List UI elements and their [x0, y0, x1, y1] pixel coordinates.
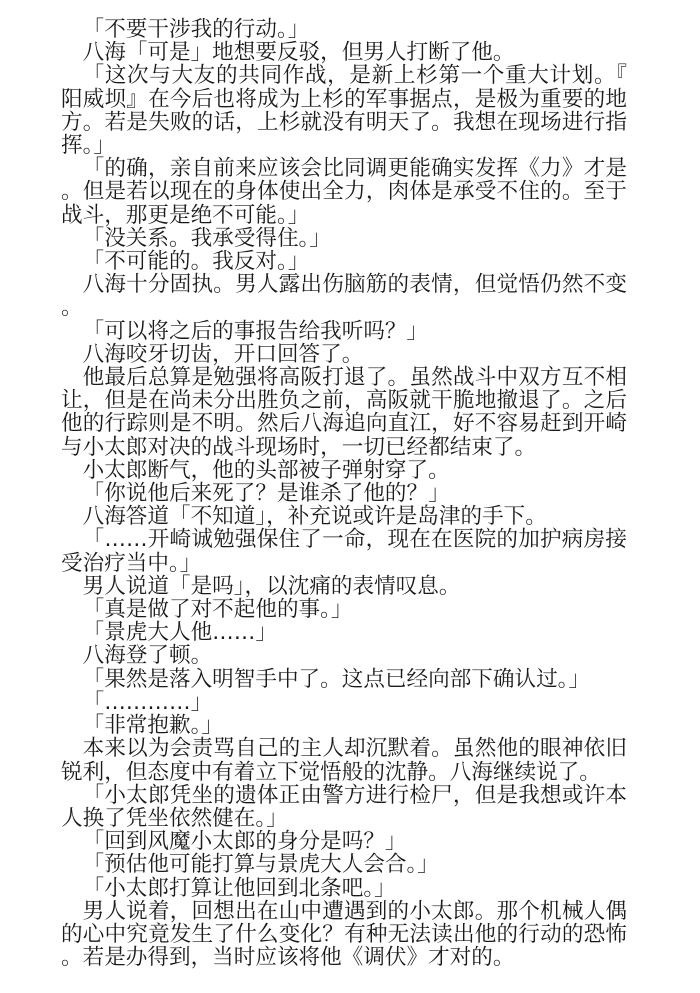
paragraph: 「回到风魔小太郎的身分是吗？」 [82, 829, 407, 855]
paragraph: 「非常抱歉。」 [82, 713, 223, 739]
paragraph: 「的确，亲自前来应该会比同调更能确实发挥《力》才是。但是若以现在的身体使出全力，肉体是承受不住的。至于战斗，那更是绝不可能。」 [61, 156, 627, 228]
paragraph: 八海「可是」地想要反驳，但男人打断了他。 [82, 40, 515, 66]
paragraph: 「小太郎凭坐的遗体正由警方进行检尸，但是我想或许本人换了凭坐依然健在。」 [61, 782, 627, 831]
paragraph: 「不要干涉我的行动。」 [82, 17, 310, 42]
paragraph: 「预估他可能打算与景虎大人会合。」 [82, 852, 439, 878]
paragraph: 男人说道「是吗」，以沈痛的表情叹息。 [82, 573, 461, 599]
paragraph: 小太郎断气，他的头部被子弹射穿了。 [82, 457, 450, 483]
paragraph: 八海登了顿。 [82, 643, 213, 669]
paragraph: 「没关系。我承受得住。」 [82, 225, 331, 251]
paragraph: 「不可能的。我反对。」 [82, 249, 310, 275]
paragraph: 「…………」 [82, 689, 213, 715]
paragraph: 「可以将之后的事报告给我听吗？」 [82, 318, 429, 344]
paragraph: 他最后总算是勉强将高阪打退了。虽然战斗中双方互不相让，但是在尚未分出胜负之前，高阪就干脆地撤退了。之后他的行踪则是不明。然后八海追向直江，好不容易赶到开崎与小太郎对决的战斗现场时，一切已经都结束了。 [61, 365, 627, 460]
paragraph: 「这次与大友的共同作战，是新上杉第一个重大计划。『阳威坝』在今后也将成为上杉的军事据点，是极为重要的地方。若是失败的话，上杉就没有明天了。我想在现场进行指挥。」 [61, 63, 627, 159]
paragraph: 「景虎大人他……」 [82, 620, 277, 646]
paragraph: 「……开崎诚勉强保住了一命，现在在医院的加护病房接受治疗当中。」 [61, 527, 627, 576]
paragraph: 「真是做了对不起他的事。」 [82, 597, 353, 623]
paragraph: 男人说着，回想出在山中遭遇到的小太郎。那个机械人偶的心中究竟发生了什么变化？有种无法读出他的行动的恐怖。若是办得到，当时应该将他《调伏》才对的。 [61, 898, 627, 971]
paragraph: 八海咬牙切齿，开口回答了。 [82, 341, 364, 367]
document-page [61, 18, 627, 969]
paragraph: 「小太郎打算让他回到北条吧。」 [82, 875, 396, 901]
paragraph: 「你说他后来死了？是谁杀了他的？」 [82, 481, 450, 507]
paragraph: 八海答道「不知道」，补充说或许是岛津的手下。 [82, 504, 547, 530]
paragraph: 「果然是落入明智手中了。这点已经向部下确认过。」 [82, 666, 591, 692]
paragraph: 八海十分固执。男人露出伤脑筋的表情，但觉悟仍然不变。 [61, 272, 627, 321]
paragraph: 本来以为会责骂自己的主人却沉默着。虽然他的眼神依旧锐利，但态度中有着立下觉悟般的沈静。八海继续说了。 [61, 736, 627, 785]
